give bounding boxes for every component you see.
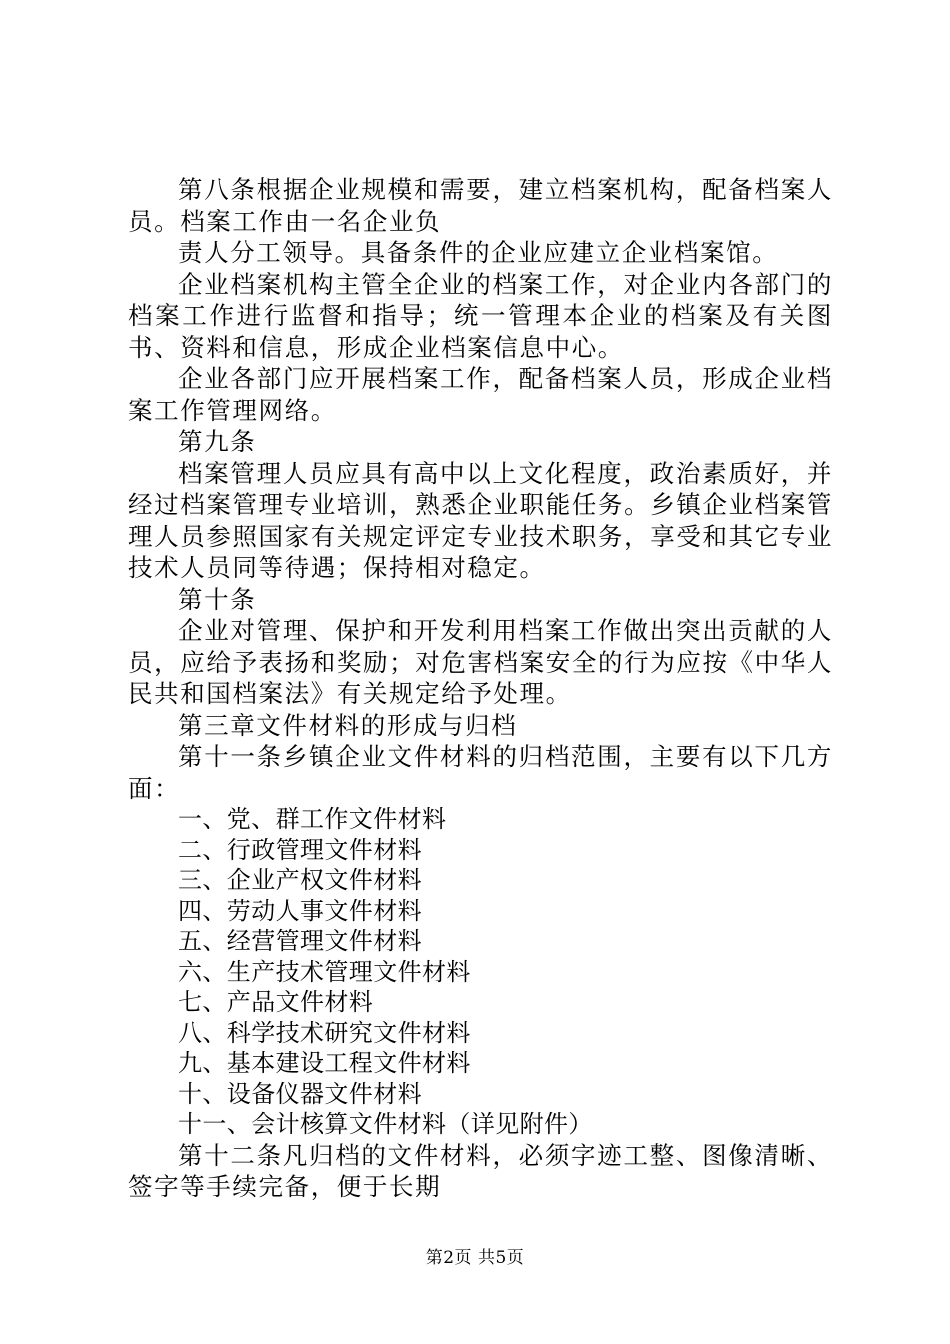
paragraph: 第十一条乡镇企业文件材料的归档范围，主要有以下几方面： [128,742,833,803]
list-item: 二、行政管理文件材料 [178,835,422,864]
paragraph: 第九条 [178,427,257,456]
paragraph-group-bottom [128,1140,833,1203]
list-item: 三、企业产权文件材料 [178,866,422,894]
paragraph: 企业对管理、保护和开发利用档案工作做出突出贡献的人员，应给予表扬和奖励；对危害档案安全的行为应按《中华人民共和国档案法》有关规定给予处理。 [128,616,833,708]
list-item: 四、劳动人事文件材料 [178,896,422,925]
document-body [128,174,833,1203]
paragraph: 责人分工领导。具备条件的企业应建立企业档案馆。 [178,238,779,267]
list-item: 十一、会计核算文件材料（详见附件） [178,1110,593,1138]
paragraph: 第十二条凡归档的文件材料，必须字迹工整、图像清晰、签字等手续完备，便于长期 [128,1140,833,1201]
paragraph: 企业档案机构主管全企业的档案工作，对企业内各部门的档案工作进行监督和指导；统一管理本企业的档案及有关图书、资料和信息，形成企业档案信息中心。 [128,269,833,362]
list-item: 六、生产技术管理文件材料 [178,957,471,986]
paragraph: 档案管理人员应具有高中以上文化程度，政治素质好，并经过档案管理专业培训，熟悉企业职能任务。乡镇企业档案管理人员参照国家有关规定评定专业技术职务，享受和其它专业技术人员同等待遇；保持相对稳定。 [128,458,833,582]
paragraph: 第三章文件材料的形成与归档 [178,710,518,740]
list-item: 五、经营管理文件材料 [178,927,422,955]
page-footer [0,1243,950,1268]
list-item: 七、产品文件材料 [178,988,374,1016]
paragraph: 企业各部门应开展档案工作，配备档案人员，形成企业档案工作管理网络。 [128,364,833,425]
list-item: 一、党、群工作文件材料 [178,805,447,833]
paragraph-group-top [128,174,833,804]
paragraph: 第八条根据企业规模和需要，建立档案机构，配备档案人员。档案工作由一名企业负 [128,175,833,236]
list-item: 八、科学技术研究文件材料 [178,1018,471,1047]
page-number-label: 第2页 共5页 [425,1248,525,1268]
paragraph: 第十条 [178,584,257,614]
archive-scope-list [128,804,833,1140]
list-item: 九、基本建设工程文件材料 [178,1049,471,1077]
list-item: 十、设备仪器文件材料 [178,1079,422,1108]
